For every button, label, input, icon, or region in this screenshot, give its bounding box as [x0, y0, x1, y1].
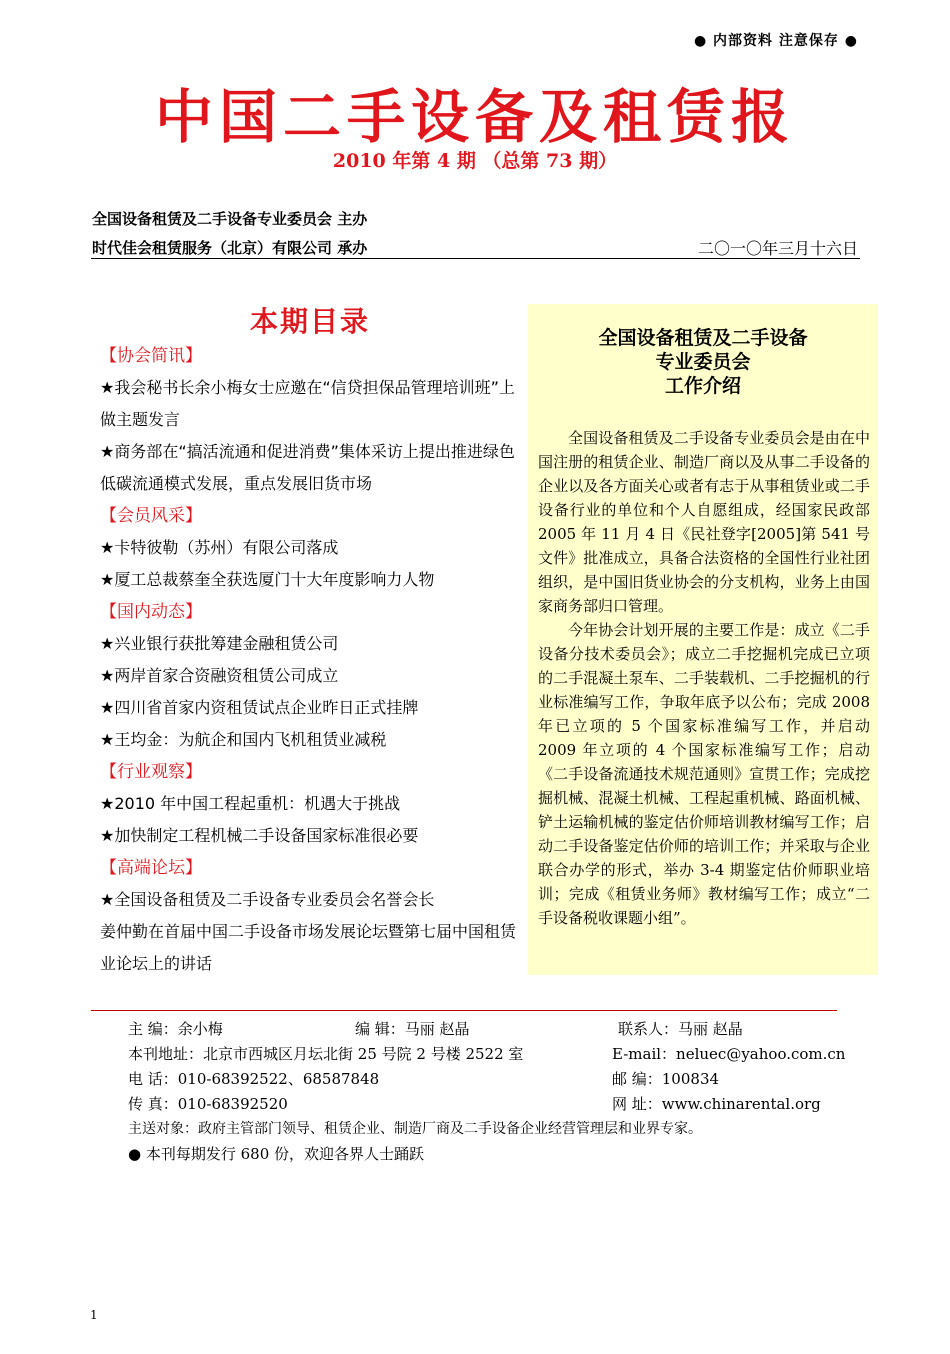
page-number: 1: [90, 1308, 98, 1322]
circulation: ● 本刊每期发行 680 份，欢迎各界人士踊跃: [128, 1145, 425, 1163]
toc-item[interactable]: ★王均金：为航企和国内飞机租赁业减税: [100, 730, 387, 749]
intro-title: [528, 326, 878, 398]
toc-category: 【高端论坛】: [100, 858, 202, 878]
postcode: 邮 编：100834: [612, 1070, 720, 1088]
toc-category: 【会员风采】: [100, 506, 202, 526]
toc-item[interactable]: ★四川省首家内资租赁试点企业昨日正式挂牌: [100, 698, 419, 717]
website[interactable]: 网 址：www.chinarental.org: [612, 1095, 821, 1113]
address: 本刊地址：北京市西城区月坛北街 25 号院 2 号楼 2522 室: [128, 1045, 524, 1063]
toc-title: 本期目录: [250, 305, 371, 338]
organizer-line: 时代佳会租赁服务（北京）有限公司 承办: [92, 239, 368, 257]
toc-item[interactable]: ★加快制定工程机械二手设备国家标准很必要: [100, 826, 419, 845]
confidential-notice: ● 内部资料 注意保存 ●: [693, 33, 858, 49]
footer-divider: [91, 1010, 837, 1011]
issue-number: 2010 年第 4 期 （总第 73 期）: [332, 150, 618, 172]
toc-item[interactable]: ★兴业银行获批筹建金融租赁公司: [100, 634, 339, 653]
toc-item[interactable]: ★全国设备租赁及二手设备专业委员会名誉会长: [100, 890, 435, 909]
contact-person: 联系人：马丽 赵晶: [618, 1020, 743, 1038]
intro-title-line: 专业委员会: [655, 351, 751, 373]
toc-category: 【行业观察】: [100, 762, 202, 782]
header-divider: [91, 258, 860, 259]
intro-title-line: 工作介绍: [664, 375, 741, 397]
publication-date: 二〇一〇年三月十六日: [697, 239, 858, 258]
intro-body: [538, 426, 870, 930]
email[interactable]: E-mail：neluec@yahoo.com.cn: [612, 1045, 846, 1063]
phone: 电 话：010-68392522、68587848: [128, 1070, 380, 1088]
sponsor-line: 全国设备租赁及二手设备专业委员会 主办: [92, 210, 368, 228]
toc-item[interactable]: ★我会秘书长余小梅女士应邀在“信贷担保品管理培训班”上做主题发言: [100, 378, 515, 429]
audience: 主送对象：政府主管部门领导、租赁企业、制造厂商及二手设备企业经营管理层和业界专家。: [128, 1121, 702, 1137]
intro-paragraph: 今年协会计划开展的主要工作是：成立《二手设备分技术委员会》；成立二手挖掘机完成已立项的二手混凝土泵车、二手装载机、二手挖掘机的行业标准编写工作，争取年底予以公布；完成 2008 年已立项的 5 个国家标准编写工作，并启动 2009 年立项的 4 个国家标准编写工作；启动《二手设备流通技术规范通则》宣贯工作；完成挖掘机械、混凝土机械、工程起重机械、路面机械、铲土运输机械的鉴定估价师培训教材编写工作；启动二手设备鉴定估价师的培训工作；并采取与企业联合办学的形式，举办 3-4 期鉴定估价师职业培训；完成《租赁业务师》教材编写工作；成立“二手设备税收课题小组”。: [538, 621, 870, 927]
toc-category: 【协会简讯】: [100, 346, 202, 366]
toc-item[interactable]: ★卡特彼勒（苏州）有限公司落成: [100, 538, 339, 557]
editors: 编 辑：马丽 赵晶: [355, 1020, 470, 1038]
toc-item[interactable]: ★商务部在“搞活流通和促进消费”集体采访上提出推进绿色低碳流通模式发展，重点发展旧货市场: [100, 442, 515, 493]
toc-item[interactable]: ★两岸首家合资融资租赁公司成立: [100, 666, 339, 685]
editor-in-chief: 主 编：余小梅: [128, 1020, 223, 1038]
newspaper-masthead: 中国二手设备及租赁报: [154, 83, 795, 151]
toc-item[interactable]: ★2010 年中国工程起重机：机遇大于挑战: [100, 794, 401, 813]
intro-title-line: 全国设备租赁及二手设备: [598, 327, 808, 349]
toc-item[interactable]: 姜仲勤在首届中国二手设备市场发展论坛暨第七届中国租赁业论坛上的讲话: [100, 922, 517, 973]
fax: 传 真：010-68392520: [128, 1095, 288, 1113]
toc-item[interactable]: ★厦工总裁蔡奎全获选厦门十大年度影响力人物: [100, 570, 435, 589]
toc-category: 【国内动态】: [100, 602, 202, 622]
intro-paragraph: 全国设备租赁及二手设备专业委员会是由在中国注册的租赁企业、制造厂商以及从事二手设备的企业以及各方面关心或者有志于从事租赁业或二手设备行业的单位和个人自愿组成，经国家民政部 2005 年 11 月 4 日《民社登字[2005]第 541 号文件》批准成立，具备合法资格的全国性行业社团组织，是中国旧货业协会的分支机构，业务上由国家商务部归口管理。: [538, 429, 870, 615]
table-of-contents: [100, 340, 528, 980]
